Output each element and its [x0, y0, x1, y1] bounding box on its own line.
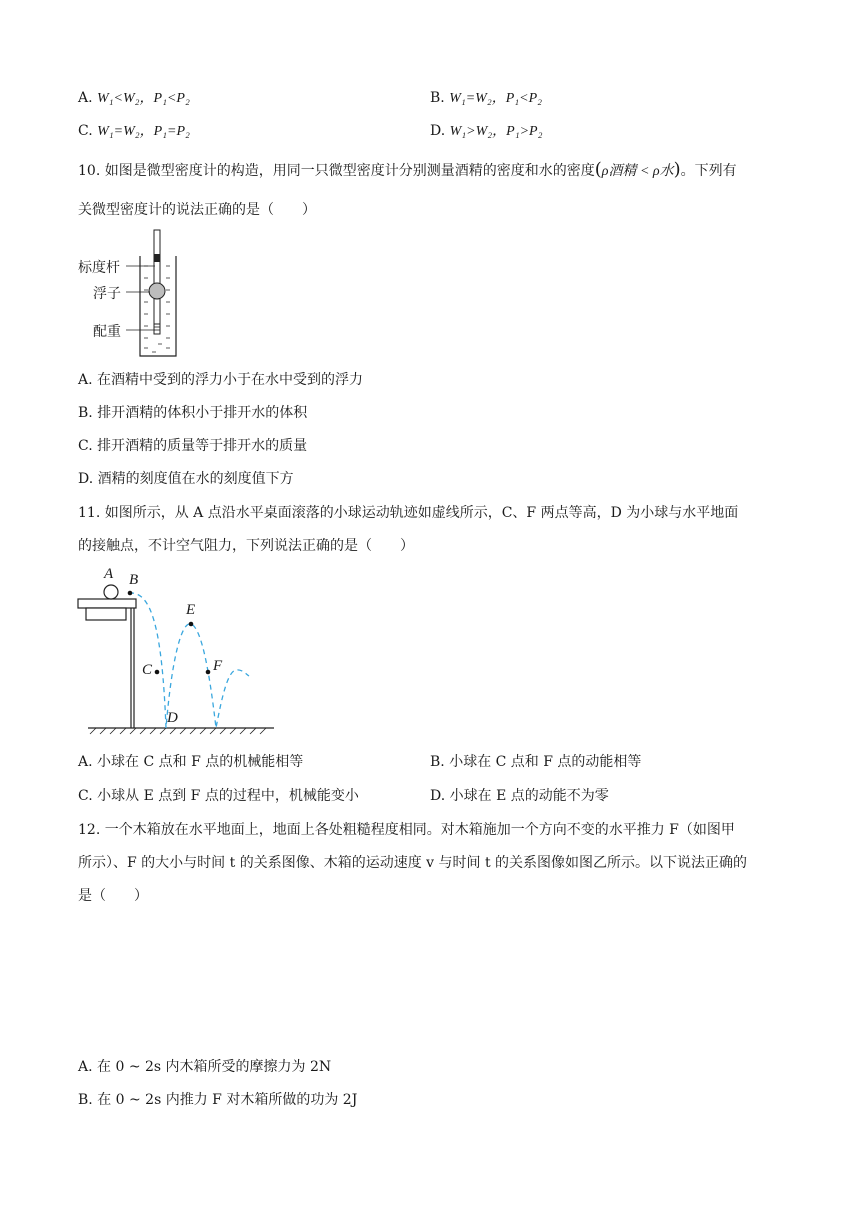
q9-option-b — [430, 88, 542, 109]
point-f-label: F — [213, 658, 223, 674]
q9-option-d-text: W₁>W₂，P₁>P₂ — [449, 124, 543, 139]
q9-option-a — [78, 88, 190, 109]
point-a-label: A — [104, 566, 114, 582]
q12-stem-line-2: 所示）、F 的大小与时间 t 的关系图像、木箱的运动速度 v 与时间 t 的关系图像如图乙所示。以下说法正确的 — [78, 855, 748, 871]
q9-option-d — [430, 121, 542, 142]
q11-stem-line-2: 的接触点，不计空气阻力，下列说法正确的是（ ） — [78, 538, 414, 554]
q10-stem-text-end: 。下列有 — [680, 163, 737, 179]
q9-option-b-text: W₁=W₂，P₁<P₂ — [449, 91, 542, 106]
trajectory-figure — [76, 566, 276, 736]
q10-option-a: A. 在酒精中受到的浮力小于在水中受到的浮力 — [78, 372, 364, 388]
q9-option-c-label: C. — [78, 123, 93, 139]
q10-option-d: D. 酒精的刻度值在水的刻度值下方 — [78, 471, 294, 487]
point-c-label: C — [142, 662, 153, 678]
point-e-label: E — [186, 602, 196, 618]
point-b-label: B — [129, 572, 139, 588]
q10-stem-line-1: 10. 如图是微型密度计的构造，用同一只微型密度计分别测量酒精的密度和水的密度(ρ酒精 < ρ水)。下列有 — [78, 159, 737, 180]
q9-option-d-label: D. — [430, 123, 446, 139]
q10-option-b: B. 排开酒精的体积小于排开水的体积 — [78, 405, 308, 421]
q11-stem-line-1: 11. 如图所示，从 A 点沿水平桌面滚落的小球运动轨迹如虚线所示，C、F 两点等高，D 为小球与水平地面 — [78, 505, 739, 521]
q9-option-a-text: W₁<W₂，P₁<P₂ — [97, 91, 190, 106]
q12-stem-line-3: 是（ ） — [78, 888, 148, 904]
q12-option-a: A. 在 0 ~ 2s 内木箱所受的摩擦力为 2N — [78, 1059, 332, 1075]
q11-option-a: A. 小球在 C 点和 F 点的机械能相等 — [78, 754, 304, 770]
q11-option-c: C. 小球从 E 点到 F 点的过程中，机械能变小 — [78, 788, 359, 804]
label-weight: 配重 — [93, 324, 121, 340]
q9-option-a-label: A. — [78, 90, 93, 106]
q12-stem-line-1: 12. 一个木箱放在水平地面上，地面上各处粗糙程度相同。对木箱施加一个方向不变的水平推力 F（如图甲 — [78, 822, 735, 838]
q11-option-b: B. 小球在 C 点和 F 点的动能相等 — [430, 754, 642, 770]
hydrometer-figure — [78, 226, 188, 361]
q9-option-c — [78, 121, 190, 142]
q10-stem-text: 10. 如图是微型密度计的构造，用同一只微型密度计分别测量酒精的密度和水的密度 — [78, 163, 595, 179]
q11-option-d: D. 小球在 E 点的动能不为零 — [430, 788, 609, 804]
q9-option-c-text: W₁=W₂，P₁=P₂ — [97, 124, 190, 139]
q10-formula: ρ酒精 < ρ水 — [601, 164, 674, 179]
q10-stem-line-2: 关微型密度计的说法正确的是（ ） — [78, 202, 316, 218]
point-d-label: D — [167, 710, 178, 726]
q10-option-c: C. 排开酒精的质量等于排开水的质量 — [78, 438, 308, 454]
label-float: 浮子 — [93, 286, 121, 302]
q9-option-b-label: B. — [430, 90, 445, 106]
label-rod: 标度杆 — [78, 260, 120, 276]
q12-option-b: B. 在 0 ~ 2s 内推力 F 对木箱所做的功为 2J — [78, 1092, 358, 1108]
